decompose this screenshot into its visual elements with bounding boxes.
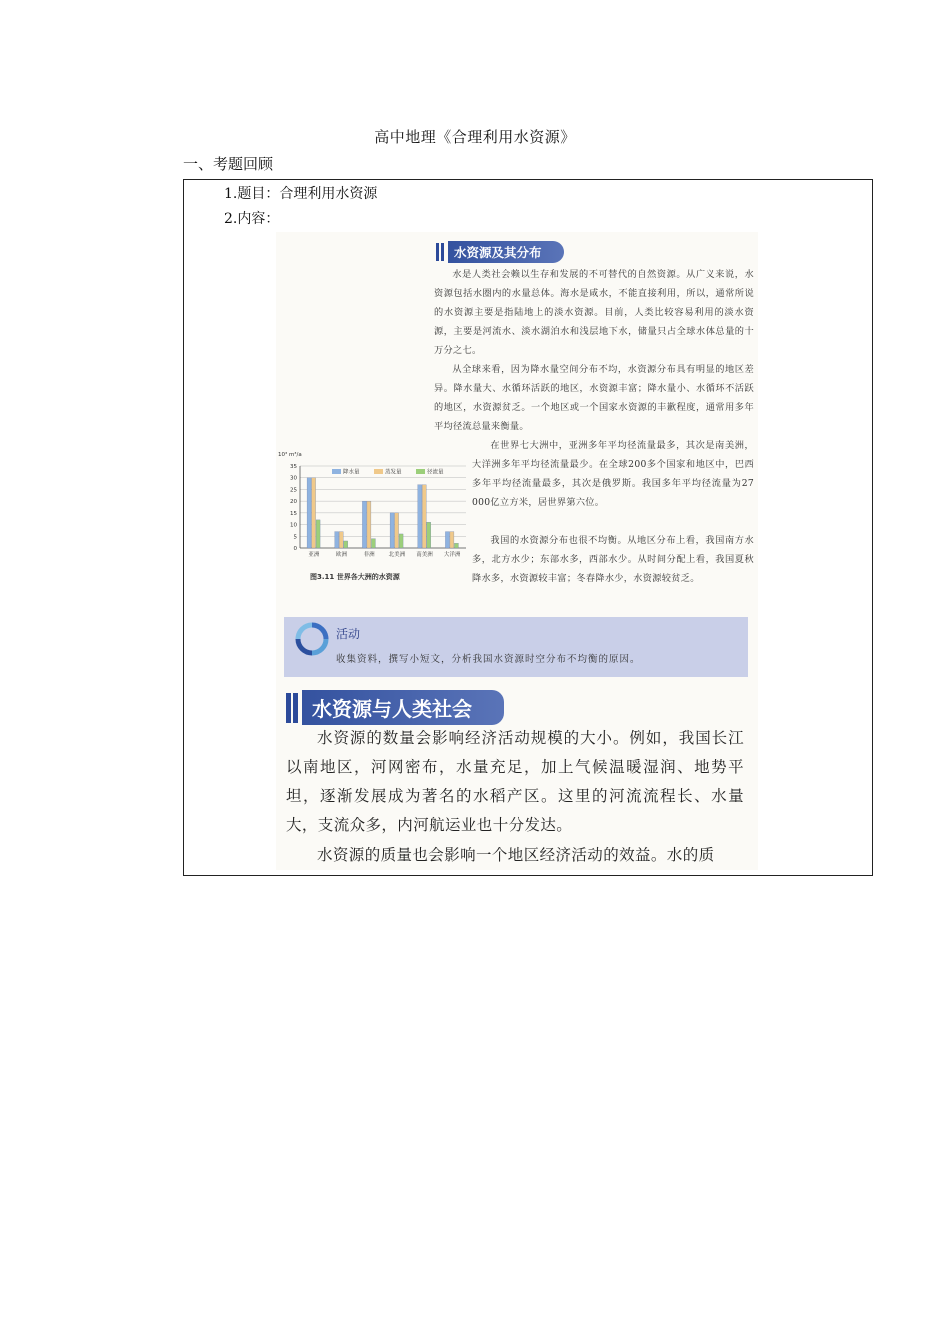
bar-1-5	[450, 532, 454, 548]
x-tick-label: 北美洲	[388, 552, 406, 558]
legend-label: 降水量	[343, 469, 360, 476]
bar-2-3	[399, 534, 403, 548]
bar-2-5	[454, 543, 458, 548]
y-tick-label: 5	[293, 534, 297, 541]
question-frame	[183, 179, 873, 876]
bar-2-1	[344, 541, 348, 548]
legend-label: 径流量	[427, 469, 444, 476]
bar-0-0	[307, 478, 311, 548]
section-header-label: 水资源及其分布	[448, 241, 564, 263]
y-tick-label: 0	[293, 546, 297, 552]
bar-2-0	[316, 520, 320, 548]
activity-cycle-icon	[294, 621, 330, 657]
x-tick-label: 亚洲	[308, 552, 320, 558]
paragraph-3: 在世界七大洲中，亚洲多年平均径流量最多，其次是南美洲，大洋洲多年平均径流量最少。在全球200多个国家和地区中，巴西多年平均径流量最多，其次是俄罗斯。我国多年平均径流量为27 000亿立方米，居世界第六位。	[472, 440, 754, 508]
paragraph-2: 从全球来看，因为降水量空间分布不均，水资源分布具有明显的地区差异。降水量大、水循环活跃的地区，水资源丰富；降水量小、水循环不活跃的地区，水资源贫乏。一个地区或一个国家水资源的丰歉程度，通常用多年平均径流总量来衡量。	[434, 364, 754, 432]
textbook-scan	[276, 232, 758, 870]
activity-title: 活动	[336, 627, 361, 641]
y-tick-label: 20	[290, 499, 297, 506]
bar-0-5	[445, 532, 449, 548]
paragraph-4: 我国的水资源分布也很不均衡。从地区分布上看，我国南方水多，北方水少；东部水多，西部水少。从时间分配上看，我国夏秋降水多，水资源较丰富；冬春降水少，水资源较贫乏。	[472, 535, 754, 584]
paragraph-1: 水是人类社会赖以生存和发展的不可替代的自然资源。从广义来说，水资源包括水圈内的水量总体。海水是咸水，不能直接利用，所以，通常所说的水资源主要是指陆地上的淡水资源。目前，人类比较容易利用的淡水资源，主要是河流水、淡水湖泊水和浅层地下水，储量只占全球水体总量的十万分之七。	[434, 269, 754, 356]
paragraph-6: 水资源的质量也会影响一个地区经济活动的效益。水的质	[317, 846, 715, 864]
question-topic: 1.题目：合理利用水资源	[224, 186, 378, 202]
section-header-society	[286, 690, 504, 725]
x-tick-label: 南美洲	[416, 552, 433, 558]
page-title: 高中地理《合理利用水资源》	[374, 128, 576, 146]
legend-label: 蒸发量	[385, 469, 402, 476]
bar-0-3	[390, 513, 394, 548]
bar-0-2	[362, 501, 366, 548]
x-tick-label: 欧洲	[335, 552, 348, 558]
legend-swatch	[416, 469, 425, 474]
bar-0-1	[335, 532, 339, 548]
bar-1-2	[367, 501, 371, 548]
water-resources-chart	[276, 448, 472, 588]
x-tick-label: 大洋洲	[443, 552, 461, 558]
y-tick-label: 30	[290, 475, 297, 482]
section-heading: 一、考题回顾	[183, 155, 274, 173]
x-tick-label: 非洲	[363, 552, 375, 558]
y-tick-label: 25	[290, 487, 297, 494]
activity-text: 收集资料，撰写小短文，分析我国水资源时空分布不均衡的原因。	[336, 654, 641, 665]
y-axis-label: 10³ m³/a	[278, 452, 302, 458]
y-tick-label: 10	[290, 522, 297, 529]
chart-svg	[276, 448, 472, 570]
section-header-label: 水资源与人类社会	[302, 690, 504, 725]
activity-box	[284, 617, 748, 677]
legend-swatch	[332, 469, 341, 474]
bar-1-4	[422, 485, 426, 548]
bar-1-3	[395, 513, 399, 548]
chart-caption: 图3.11 世界各大洲的水资源	[310, 573, 400, 581]
section-header-distribution	[436, 241, 564, 263]
legend-swatch	[374, 469, 383, 474]
bar-0-4	[418, 485, 422, 548]
y-tick-label: 15	[290, 510, 297, 517]
question-content-label: 2.内容：	[224, 211, 280, 227]
bar-2-4	[427, 522, 431, 548]
header-bars-icon	[286, 693, 298, 723]
bar-1-0	[312, 478, 316, 548]
bar-2-2	[371, 539, 375, 548]
header-bars-icon	[436, 243, 444, 261]
paragraph-5: 水资源的数量会影响经济活动规模的大小。例如，我国长江以南地区，河网密布，水量充足，加上气候温暖湿润、地势平坦，逐渐发展成为著名的水稻产区。这里的河流流程长、水量大，支流众多，内河航运业也十分发达。	[286, 729, 744, 834]
bar-1-1	[339, 532, 343, 548]
y-tick-label: 35	[290, 464, 297, 470]
